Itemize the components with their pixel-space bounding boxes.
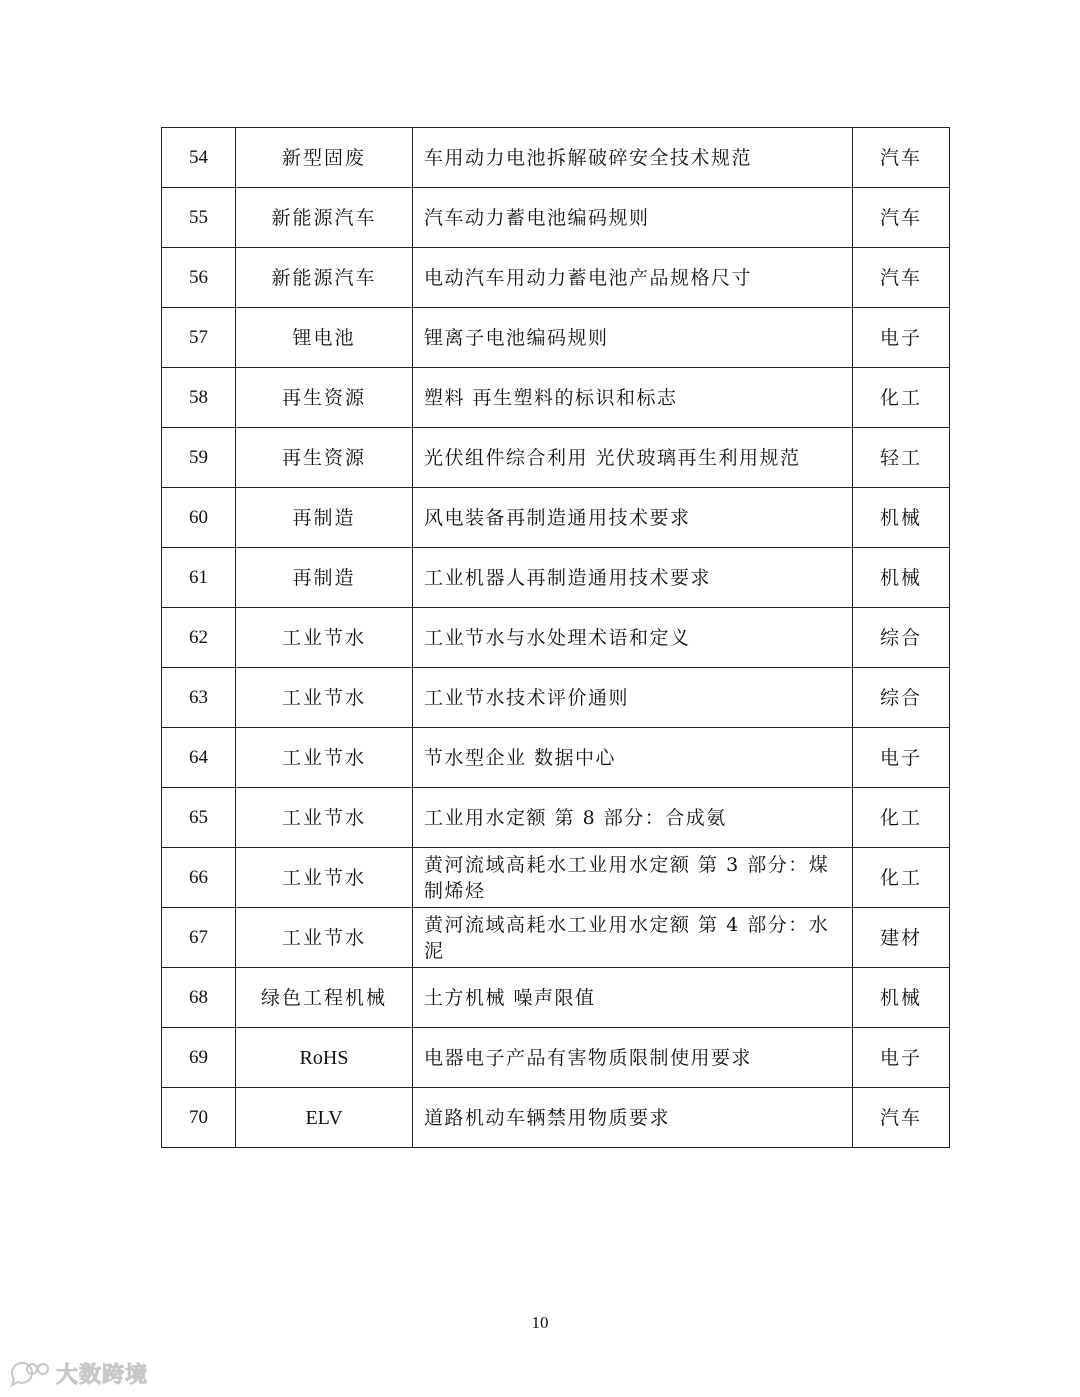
industry-cell: 电子 bbox=[853, 308, 950, 368]
row-number-cell: 64 bbox=[162, 728, 236, 788]
category-cell: 工业节水 bbox=[236, 908, 413, 968]
category-cell: 绿色工程机械 bbox=[236, 968, 413, 1028]
category-cell: 新能源汽车 bbox=[236, 188, 413, 248]
row-number-cell: 54 bbox=[162, 128, 236, 188]
row-number-cell: 55 bbox=[162, 188, 236, 248]
industry-cell: 机械 bbox=[853, 488, 950, 548]
table-row bbox=[162, 1088, 950, 1148]
category-cell: ELV bbox=[236, 1088, 413, 1148]
row-number-cell: 61 bbox=[162, 548, 236, 608]
category-cell: 再生资源 bbox=[236, 428, 413, 488]
table-row bbox=[162, 368, 950, 428]
row-number-cell: 58 bbox=[162, 368, 236, 428]
industry-cell: 汽车 bbox=[853, 128, 950, 188]
row-number-cell: 65 bbox=[162, 788, 236, 848]
table-row bbox=[162, 848, 950, 908]
industry-cell: 机械 bbox=[853, 548, 950, 608]
standard-title-cell: 电器电子产品有害物质限制使用要求 bbox=[413, 1028, 853, 1088]
standard-title-cell: 黄河流域高耗水工业用水定额 第 3 部分：煤制烯烃 bbox=[413, 848, 853, 908]
category-cell: 工业节水 bbox=[236, 608, 413, 668]
category-cell: 锂电池 bbox=[236, 308, 413, 368]
standards-table bbox=[161, 127, 950, 1148]
table-row bbox=[162, 488, 950, 548]
table-row bbox=[162, 548, 950, 608]
table-row bbox=[162, 308, 950, 368]
category-cell: 再制造 bbox=[236, 548, 413, 608]
industry-cell: 化工 bbox=[853, 848, 950, 908]
table-row bbox=[162, 968, 950, 1028]
row-number-cell: 68 bbox=[162, 968, 236, 1028]
table-row bbox=[162, 728, 950, 788]
row-number-cell: 60 bbox=[162, 488, 236, 548]
row-number-cell: 67 bbox=[162, 908, 236, 968]
row-number-cell: 59 bbox=[162, 428, 236, 488]
category-cell: 再制造 bbox=[236, 488, 413, 548]
table-row bbox=[162, 128, 950, 188]
standard-title-cell: 汽车动力蓄电池编码规则 bbox=[413, 188, 853, 248]
industry-cell: 机械 bbox=[853, 968, 950, 1028]
category-cell: 工业节水 bbox=[236, 788, 413, 848]
industry-cell: 电子 bbox=[853, 728, 950, 788]
industry-cell: 汽车 bbox=[853, 188, 950, 248]
industry-cell: 汽车 bbox=[853, 248, 950, 308]
row-number-cell: 62 bbox=[162, 608, 236, 668]
industry-cell: 电子 bbox=[853, 1028, 950, 1088]
standard-title-cell: 车用动力电池拆解破碎安全技术规范 bbox=[413, 128, 853, 188]
industry-cell: 化工 bbox=[853, 788, 950, 848]
table-row bbox=[162, 668, 950, 728]
standard-title-cell: 土方机械 噪声限值 bbox=[413, 968, 853, 1028]
row-number-cell: 66 bbox=[162, 848, 236, 908]
chat-bubble-logo-icon bbox=[8, 1359, 52, 1387]
standard-title-cell: 锂离子电池编码规则 bbox=[413, 308, 853, 368]
table-row bbox=[162, 1028, 950, 1088]
watermark-text: 大数跨境 bbox=[56, 1362, 149, 1388]
standard-title-cell: 工业节水与水处理术语和定义 bbox=[413, 608, 853, 668]
standard-title-cell: 工业机器人再制造通用技术要求 bbox=[413, 548, 853, 608]
industry-cell: 建材 bbox=[853, 908, 950, 968]
standard-title-cell: 工业节水技术评价通则 bbox=[413, 668, 853, 728]
table-row bbox=[162, 908, 950, 968]
standard-title-cell: 电动汽车用动力蓄电池产品规格尺寸 bbox=[413, 248, 853, 308]
row-number-cell: 63 bbox=[162, 668, 236, 728]
row-number-cell: 70 bbox=[162, 1088, 236, 1148]
industry-cell: 综合 bbox=[853, 608, 950, 668]
industry-cell: 汽车 bbox=[853, 1088, 950, 1148]
category-cell: 新型固废 bbox=[236, 128, 413, 188]
table-row bbox=[162, 608, 950, 668]
row-number-cell: 57 bbox=[162, 308, 236, 368]
watermark bbox=[8, 1358, 148, 1388]
standard-title-cell: 风电装备再制造通用技术要求 bbox=[413, 488, 853, 548]
standard-title-cell: 道路机动车辆禁用物质要求 bbox=[413, 1088, 853, 1148]
category-cell: 新能源汽车 bbox=[236, 248, 413, 308]
industry-cell: 化工 bbox=[853, 368, 950, 428]
table-row bbox=[162, 428, 950, 488]
table-row bbox=[162, 248, 950, 308]
row-number-cell: 56 bbox=[162, 248, 236, 308]
standard-title-cell: 黄河流域高耗水工业用水定额 第 4 部分：水泥 bbox=[413, 908, 853, 968]
category-cell: 工业节水 bbox=[236, 728, 413, 788]
category-cell: RoHS bbox=[236, 1028, 413, 1088]
table-row bbox=[162, 188, 950, 248]
page-number: 10 bbox=[531, 1313, 549, 1332]
standard-title-cell: 塑料 再生塑料的标识和标志 bbox=[413, 368, 853, 428]
category-cell: 再生资源 bbox=[236, 368, 413, 428]
standard-title-cell: 节水型企业 数据中心 bbox=[413, 728, 853, 788]
industry-cell: 轻工 bbox=[853, 428, 950, 488]
standard-title-cell: 光伏组件综合利用 光伏玻璃再生利用规范 bbox=[413, 428, 853, 488]
row-number-cell: 69 bbox=[162, 1028, 236, 1088]
table-row bbox=[162, 788, 950, 848]
category-cell: 工业节水 bbox=[236, 848, 413, 908]
category-cell: 工业节水 bbox=[236, 668, 413, 728]
standards-table-body bbox=[162, 128, 950, 1148]
standard-title-cell: 工业用水定额 第 8 部分：合成氨 bbox=[413, 788, 853, 848]
industry-cell: 综合 bbox=[853, 668, 950, 728]
